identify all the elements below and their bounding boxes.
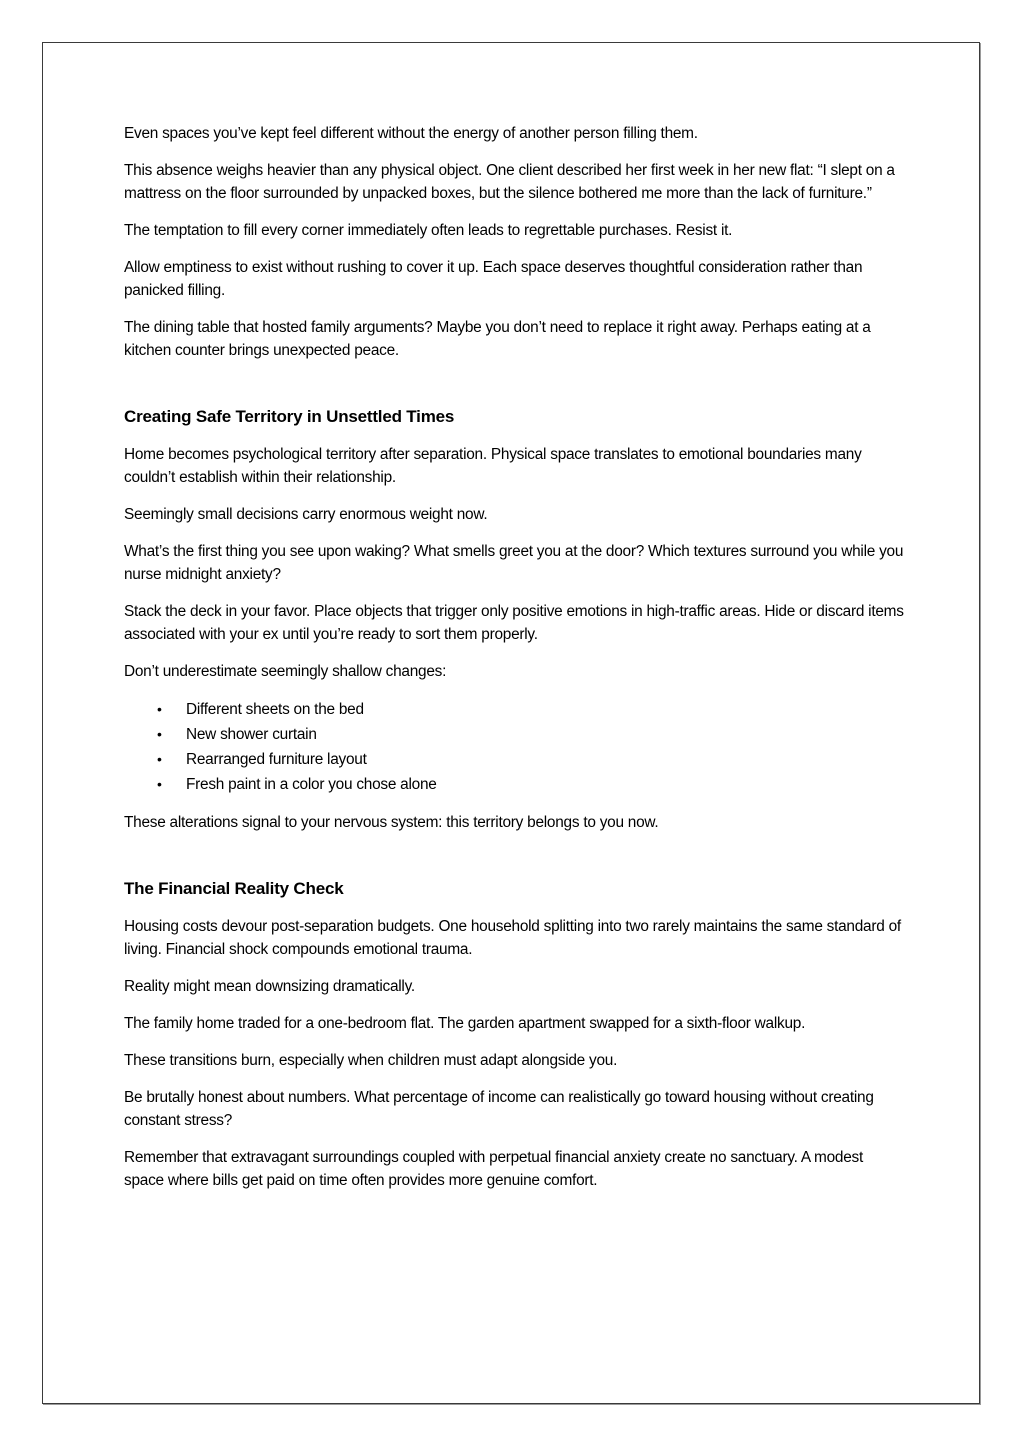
intro-paragraph: Allow emptiness to exist without rushing to cover it up. Each space deserves thoughtful consideration rather than panicked filling. [124,259,863,299]
section-paragraph: Stack the deck in your favor. Place objects that trigger only positive emotions in high-traffic areas. Hide or discard items associated with your ex until you’re ready to sort them properly. [124,603,904,643]
section-paragraph: Remember that extravagant surroundings coupled with perpetual financial anxiety create no sanctuary. A modest space where bills get paid on time often provides more genuine comfort. [124,1149,864,1189]
section-paragraph: Be brutally honest about numbers. What percentage of income can realistically go toward housing without creating constant stress? [124,1089,874,1129]
bullet-icon: • [157,726,162,742]
section-paragraph: Housing costs devour post-separation budgets. One household splitting into two rarely maintains the same standard of living. Financial shock compounds emotional trauma. [124,918,901,958]
bullet-icon: • [157,751,162,767]
section-heading-safe-territory: Creating Safe Territory in Unsettled Times [124,407,455,426]
section-closing-paragraph: These alterations signal to your nervous system: this territory belongs to you now. [124,814,659,831]
section-paragraph: Reality might mean downsizing dramatically. [124,978,415,995]
list-item [124,772,904,797]
section-spacer [124,848,904,877]
list-item [124,747,904,772]
list-item-text: New shower curtain [186,726,317,743]
section-paragraph: Seemingly small decisions carry enormous weight now. [124,506,488,523]
section-heading-financial-reality: The Financial Reality Check [124,879,344,898]
list-item [124,697,904,722]
list-item-text: Different sheets on the bed [186,701,364,718]
section-paragraph: Home becomes psychological territory after separation. Physical space translates to emotional boundaries many couldn’t establish within their relationship. [124,446,862,486]
section-paragraph: The family home traded for a one-bedroom flat. The garden apartment swapped for a sixth-floor walkup. [124,1015,806,1032]
section-paragraph: What’s the first thing you see upon waking? What smells greet you at the door? Which textures surround you while you nurse midnight anxiety? [124,543,904,583]
section-paragraph: These transitions burn, especially when children must adapt alongside you. [124,1052,618,1069]
intro-paragraph: Even spaces you’ve kept feel different without the energy of another person filling them. [124,125,698,142]
bullet-icon: • [157,776,162,792]
list-item [124,722,904,747]
list-item-text: Fresh paint in a color you chose alone [186,776,437,793]
changes-bullet-list [124,697,904,797]
list-item-text: Rearranged furniture layout [186,751,367,768]
intro-paragraph: The dining table that hosted family arguments? Maybe you don’t need to replace it right away. Perhaps eating at a kitchen counter brings unexpected peace. [124,319,871,359]
document-body [124,122,904,1206]
section-spacer [124,376,904,405]
intro-paragraph: The temptation to fill every corner immediately often leads to regrettable purchases. Resist it. [124,222,733,239]
bullet-icon: • [157,701,162,717]
section-paragraph: Don’t underestimate seemingly shallow changes: [124,663,447,680]
intro-paragraph: This absence weighs heavier than any physical object. One client described her first week in her new flat: “I slept on a mattress on the floor surrounded by unpacked boxes, but the silence bothered me more than the lack of furniture.” [124,162,895,202]
